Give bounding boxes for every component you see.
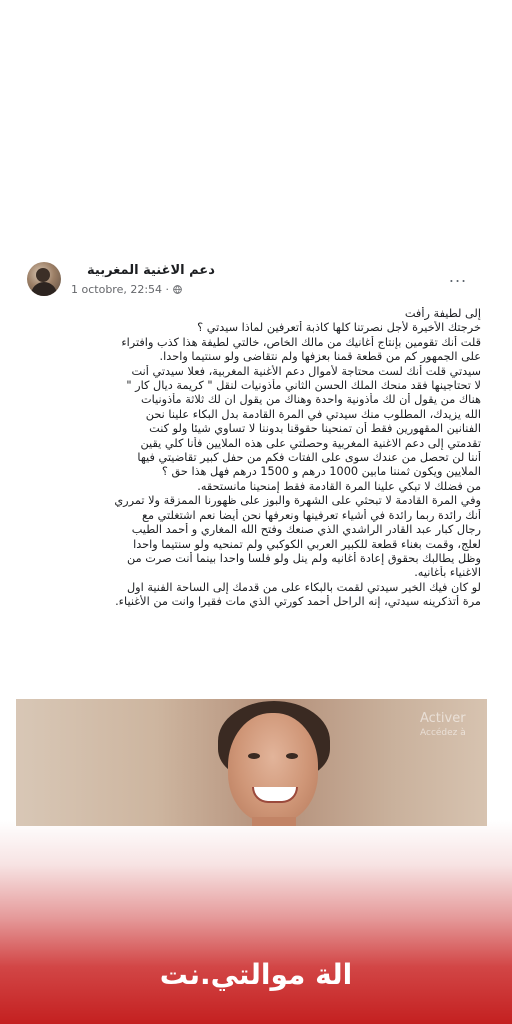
post-meta [71, 283, 182, 296]
bottom-red-gradient-background [0, 820, 512, 1024]
post-line: رجال كبار عبد القادر الراشدي الذي صنعك وفتح الله المغاري و أحمد الطيب [131, 523, 481, 537]
watermark-text: Activer [420, 711, 466, 726]
facebook-post-card [15, 252, 487, 826]
photo-face [228, 713, 318, 823]
post-line: الاغنياء بأغانيه. [414, 566, 481, 580]
post-line: لعلج، وقمت بغناء قطعة للكبير العربي الكوكبي ولم تمنحيه ولو سنتيما واحدا [133, 537, 481, 551]
post-line: الله يزيدك، المطلوب منك سيدتي في المرة القادمة بدل البكاء علينا نحن [145, 407, 481, 421]
post-line: أنك رائدة ربما رائدة في أشياء تعرفينها ونعرفها نحن أيضا نعم اشتغلتي مع [141, 508, 481, 522]
post-line: هناك من يقول أن لك مأذونية واحدة وهناك من يقول ان لك ثلاثة مأذونيات [141, 393, 481, 407]
post-header [15, 252, 487, 302]
post-line: الفنانين المقهورين فقط أن تمنحينا حقوقنا بدوننا لا تساوي شيئا ولو كنت [149, 422, 481, 436]
post-text [23, 307, 481, 610]
post-line: مرة أتذكرينه سيدتي، إنه الراحل أحمد كورتي الذي مات فقيرا وانت من الأغنياء. [115, 595, 481, 609]
photo-watermark [420, 711, 466, 738]
post-line: تقدمتي إلى دعم الاغنية المغربية وحصلتي على هذه الملايين فأنا كلي يقين [140, 436, 481, 450]
post-line: أننا لن تحصل من عندك سوى على الفتات فكم من حفل كبير تقاضيتي فيها [137, 451, 481, 465]
post-line: قلت أنك تقومين بإنتاج أغانيك من مالك الخاص، خالتي لطيفة هذا كذب وافتراء [121, 335, 481, 349]
post-line: وفي المرة القادمة لا تبحثي على الشهرة والبوز على ظهورنا الممزقة ولا تمرري [114, 494, 481, 508]
post-line: الملايين ويكون ثمننا مابين 1000 درهم و 1500 درهم فهل هذا حق ؟ [161, 465, 481, 479]
site-logo: ﺍﻟﺔ ﻣﻮﺍﻟﺘﻲ.ﻧﺖ [159, 958, 353, 991]
post-line: خرجتك الأخيرة لأجل نصرتنا كلها كاذبة أتعرفين لماذا سيدتي ؟ [197, 321, 481, 335]
post-photo[interactable] [16, 699, 487, 826]
page-name-link[interactable]: دعم الاغنية المغربية [87, 263, 215, 278]
post-line: إلى لطيفة رأفت [404, 307, 481, 320]
avatar-shoulders [31, 282, 57, 296]
post-line: من فضلك لا تبكي علينا المرة القادمة فقط إمنحينا مانستحقه. [197, 479, 481, 493]
globe-icon [173, 285, 182, 294]
photo-eye [248, 753, 260, 759]
post-timestamp[interactable]: 1 octobre, 22:54 · [71, 283, 170, 296]
post-line: سيدتي قلت أنك لست محتاجة لأموال دعم الأغنية المغربية، فعلا سيدتي أنت [131, 364, 481, 378]
post-line: وظل يطالبك بحقوق إعادة أغانيه ولم ينل ولو فلسا واحدا بينما أنت صرت من [126, 551, 481, 565]
avatar-head [36, 268, 50, 282]
watermark-subtext: Accédez à [420, 728, 466, 738]
page-avatar[interactable] [27, 262, 61, 296]
post-line: لو كان فيك الخير سيدتي لقمت بالبكاء على من قدمك إلى الساحة الفنية اول [126, 580, 481, 594]
more-options-button[interactable]: ... [448, 267, 468, 286]
post-line: على الجمهور كم من قطعة قمنا بعزفها ولم نتقاضى ولو سنتيما واحدا. [159, 350, 481, 364]
photo-eye [286, 753, 298, 759]
post-line: لا تحتاجينها فقد منحك الملك الحسن الثاني مأذونيات لنقل " كريمة ديال كار " [126, 379, 481, 393]
photo-neck [252, 817, 296, 826]
